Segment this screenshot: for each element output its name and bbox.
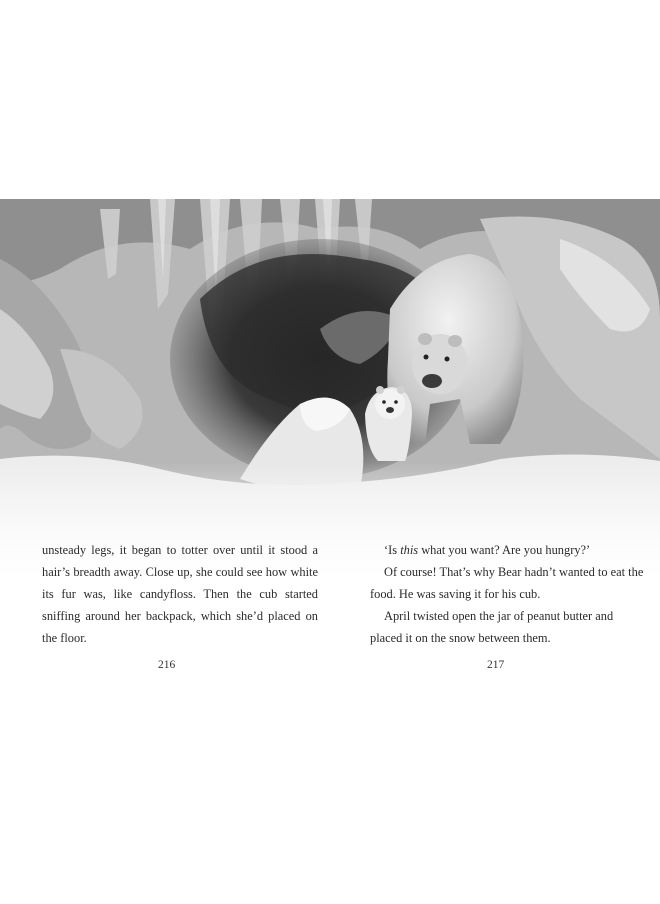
book-spread xyxy=(0,199,660,705)
right-paragraph-2: Of course! That’s why Bear hadn’t wanted to eat the food. He was saving it for his cub. xyxy=(370,565,644,601)
page-number-right: 217 xyxy=(487,659,505,671)
right-page-text xyxy=(370,539,646,649)
right-paragraph-dialogue: ‘Is this what you want? Are you hungry?’ xyxy=(384,543,591,557)
page-number-left: 216 xyxy=(158,659,176,671)
left-page-text xyxy=(42,539,318,649)
left-paragraph: unsteady legs, it began to totter over until it stood a hair’s breadth away. Close up, she could see how white its fur was, like candyfloss. Then the cub started sniffing around her backpack, which she’d placed on the floor. xyxy=(42,543,318,645)
right-paragraph-3: April twisted open the jar of peanut butter and placed it on the snow between them. xyxy=(370,609,614,645)
